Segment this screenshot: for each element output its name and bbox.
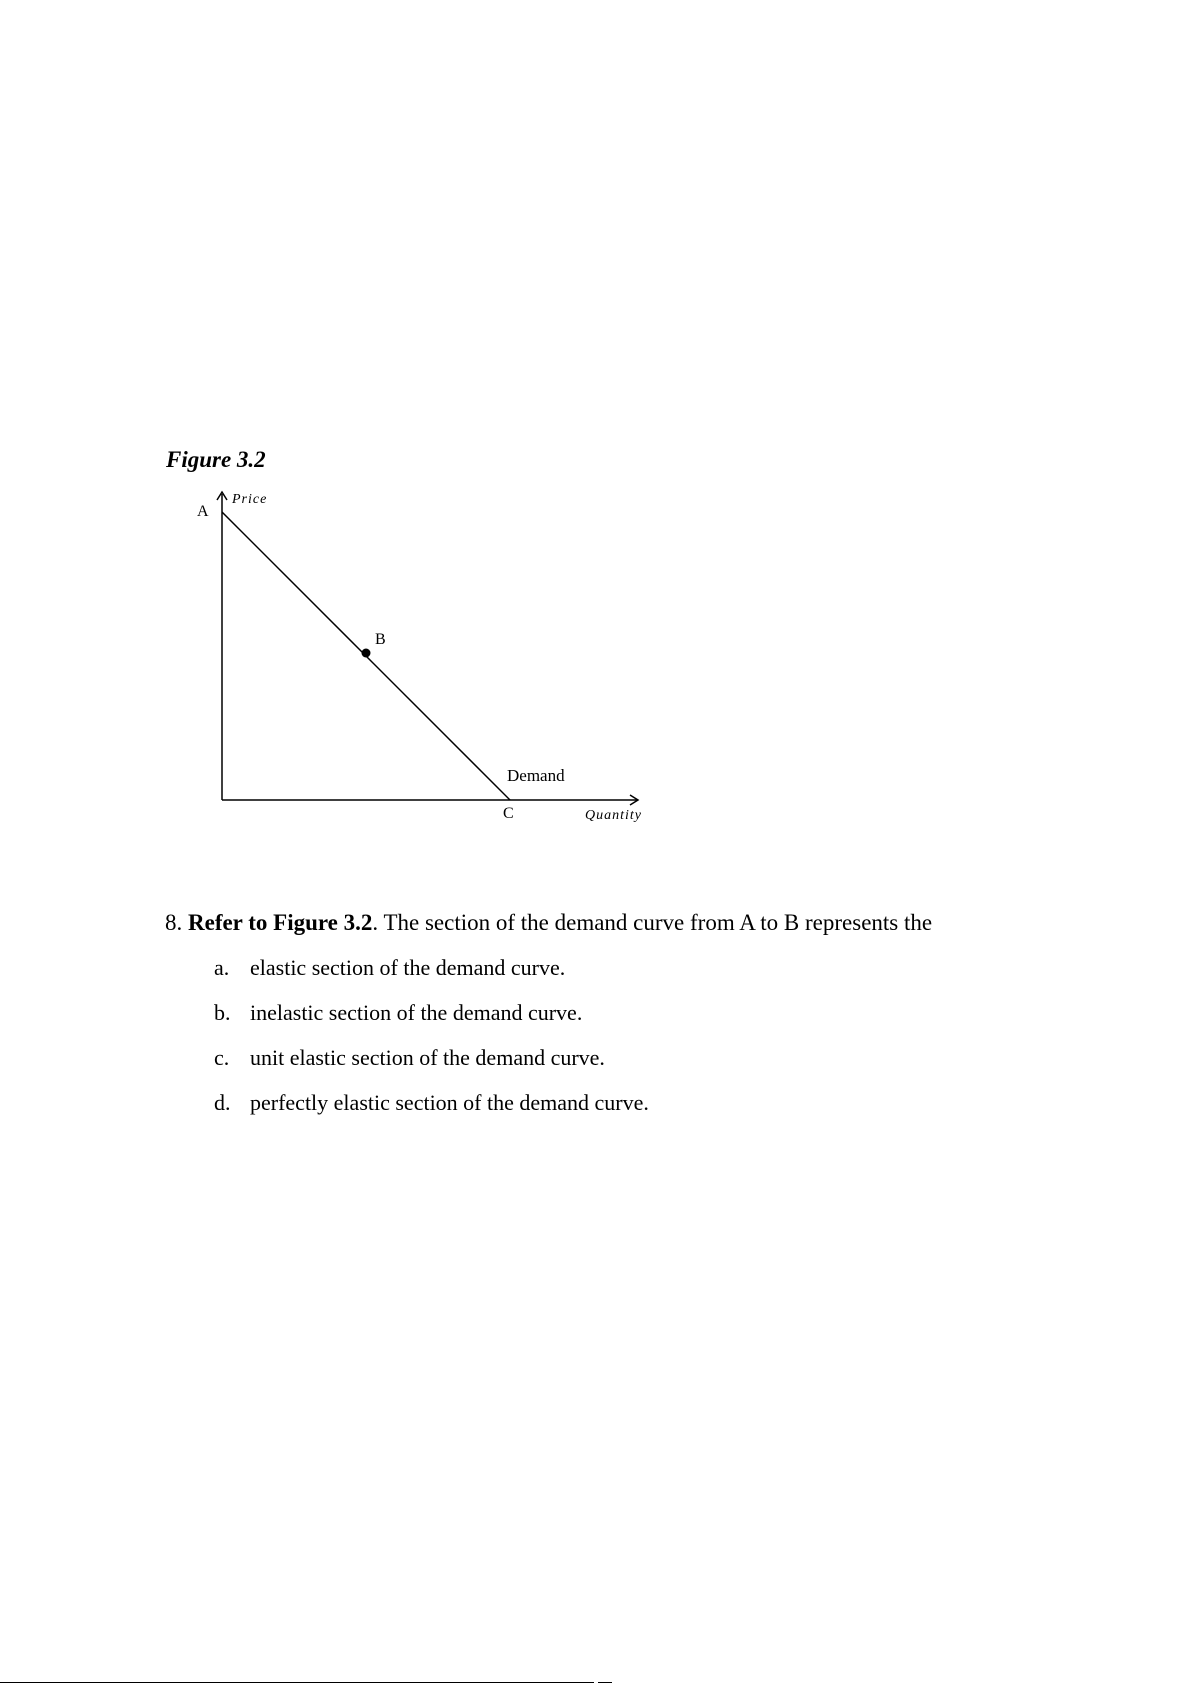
option-letter: a.	[214, 955, 230, 980]
y-axis-label: Price	[232, 492, 268, 507]
question-number: 8.	[165, 910, 183, 935]
point-b-label: B	[375, 631, 386, 648]
footer-divider-short	[598, 1682, 612, 1683]
x-axis-label: Quantity	[585, 808, 642, 823]
question-ref: Refer to Figure 3.2	[188, 910, 373, 935]
footer-divider	[0, 1682, 594, 1683]
option-c	[214, 1045, 649, 1090]
question-8	[165, 910, 932, 936]
figure-title: Figure 3.2	[166, 447, 266, 472]
point-c-label: C	[503, 805, 514, 822]
option-b	[214, 1000, 649, 1045]
option-letter: b.	[214, 1000, 231, 1025]
option-text: perfectly elastic section of the demand curve.	[250, 1090, 649, 1115]
option-text: elastic section of the demand curve.	[250, 955, 566, 980]
option-letter: d.	[214, 1090, 231, 1115]
question-text: . The section of the demand curve from A to B represents the	[372, 910, 933, 935]
option-text: unit elastic section of the demand curve.	[250, 1045, 605, 1070]
option-d	[214, 1090, 649, 1135]
point-a-label: A	[197, 503, 209, 520]
answer-options	[214, 955, 649, 1135]
point-b-marker	[362, 649, 371, 658]
option-a	[214, 955, 649, 1000]
curve-label: Demand	[507, 766, 565, 785]
option-text: inelastic section of the demand curve.	[250, 1000, 583, 1025]
option-letter: c.	[214, 1045, 230, 1070]
